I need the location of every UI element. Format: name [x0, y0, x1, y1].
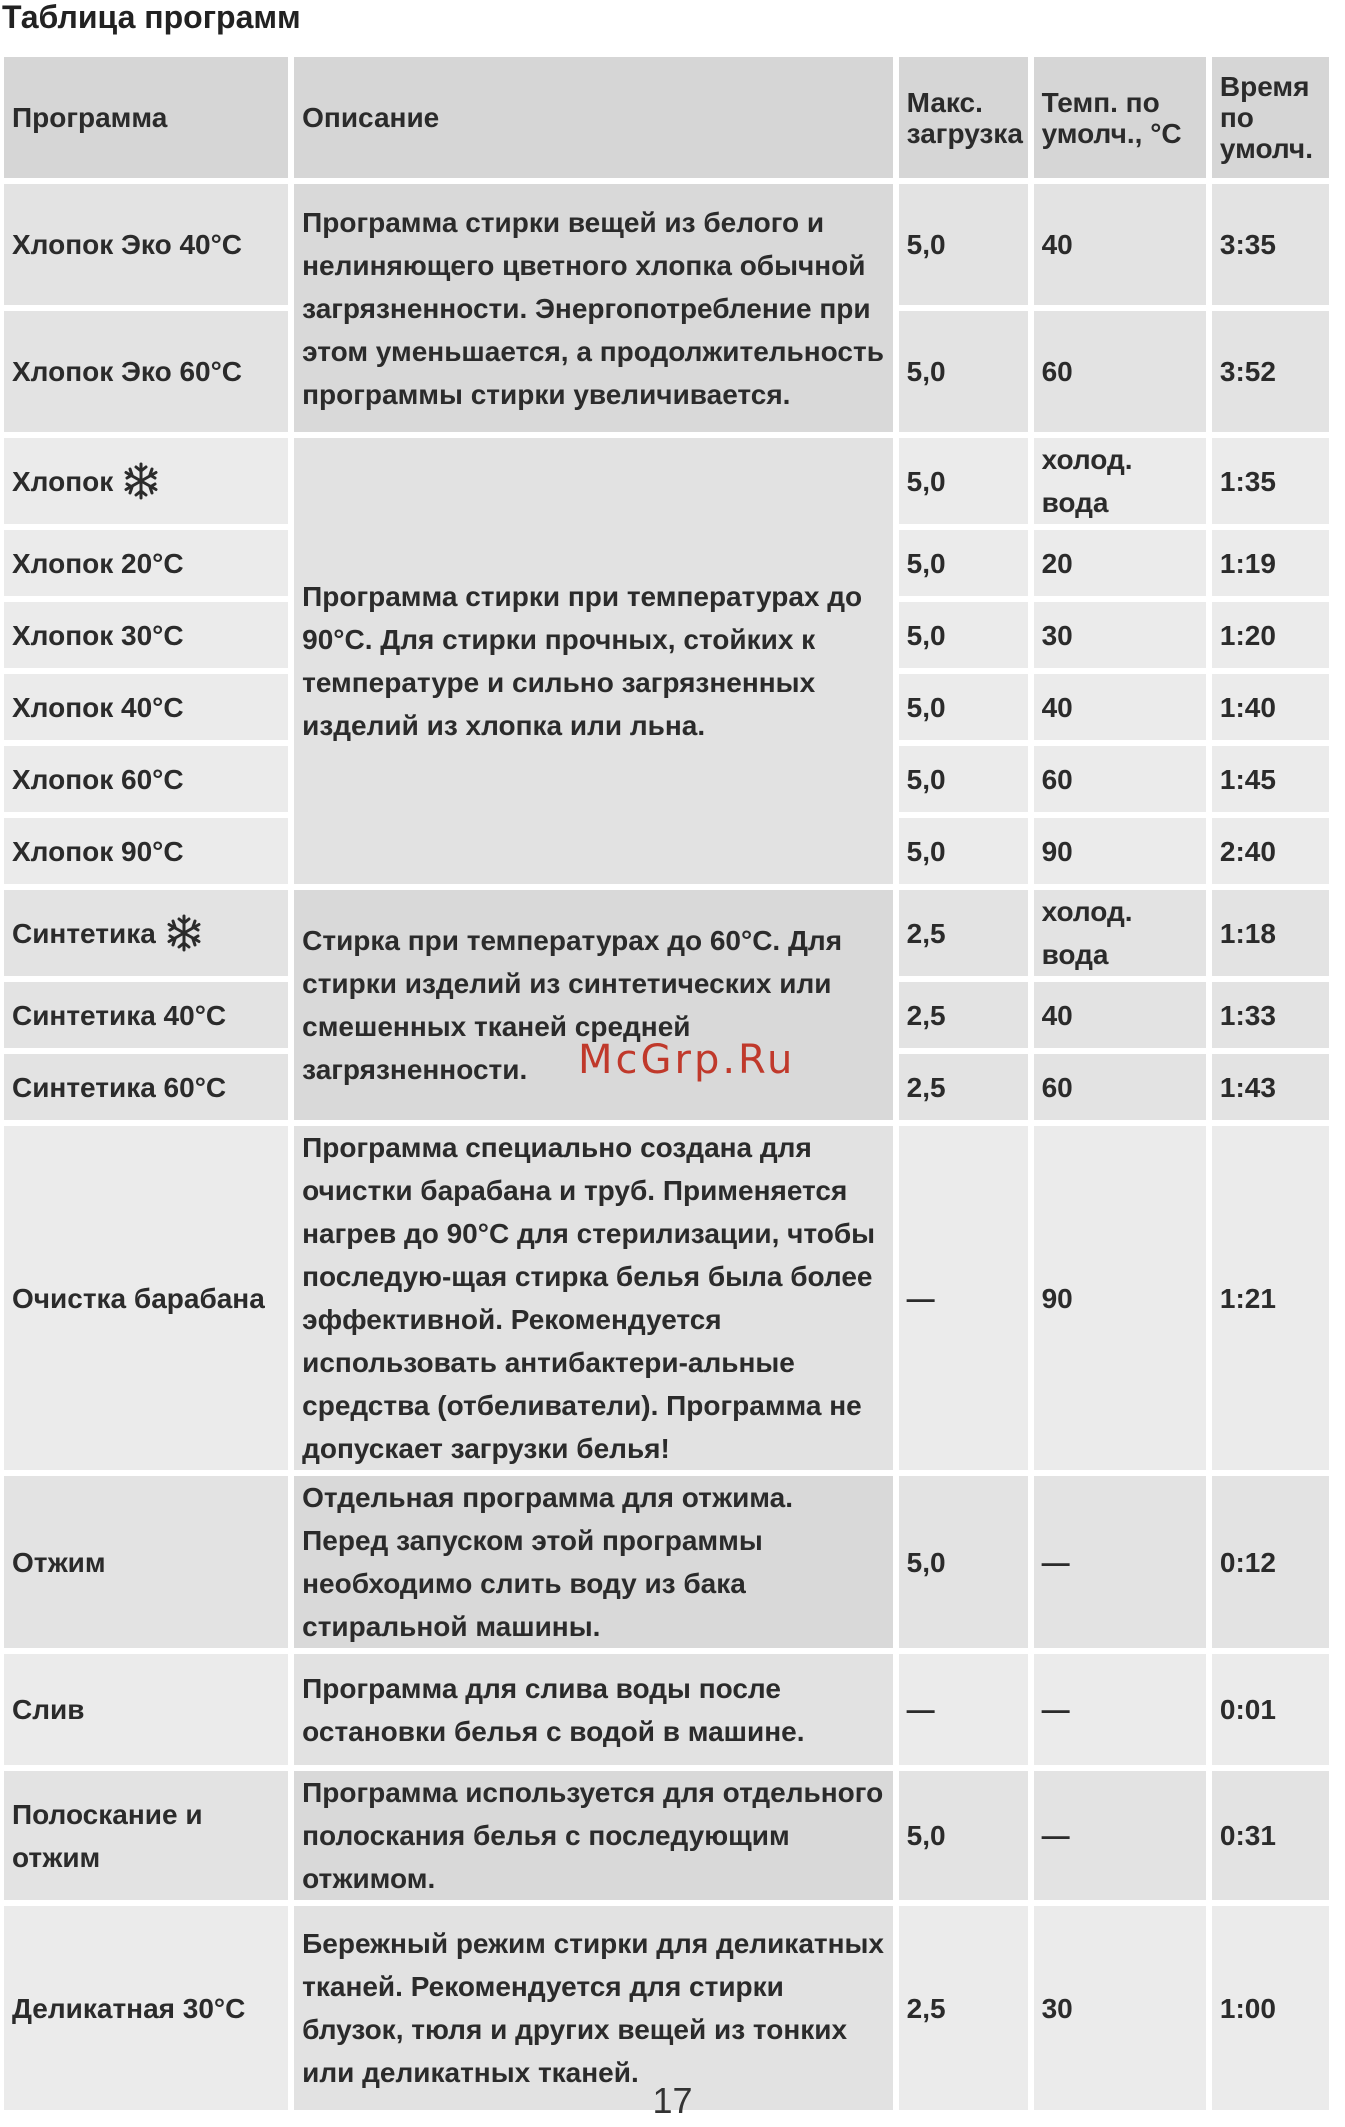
- time-cell: 0:12: [1212, 1476, 1329, 1648]
- table-row: [4, 1126, 1329, 1470]
- header-program: Программа: [4, 57, 288, 178]
- load-cell: 2,5: [899, 890, 1028, 976]
- snowflake-icon: [164, 913, 204, 953]
- load-cell: 5,0: [899, 530, 1028, 596]
- program-name: Хлопок Эко 60°С: [12, 356, 243, 387]
- temp-cell: 40: [1034, 982, 1206, 1048]
- program-name-cell: [4, 1054, 288, 1120]
- temp-cell: —: [1034, 1654, 1206, 1765]
- description-cell: Программа для слива воды после остановки белья с водой в машине.: [294, 1654, 893, 1765]
- load-cell: —: [899, 1654, 1028, 1765]
- page-number: 17: [652, 2080, 693, 2121]
- temp-cell: холод. вода: [1034, 438, 1206, 524]
- time-cell: 1:20: [1212, 602, 1329, 668]
- table-row: [4, 438, 1329, 524]
- time-cell: 0:31: [1212, 1771, 1329, 1900]
- load-cell: 5,0: [899, 818, 1028, 884]
- program-name-cell: [4, 818, 288, 884]
- header-temp: Темп. по умолч., °С: [1034, 57, 1206, 178]
- load-cell: 5,0: [899, 746, 1028, 812]
- program-name: Хлопок: [12, 465, 114, 497]
- program-name-cell: [4, 674, 288, 740]
- program-name: Хлопок 90°С: [12, 835, 184, 867]
- temp-cell: 60: [1034, 311, 1206, 432]
- load-cell: 5,0: [899, 184, 1028, 305]
- page-title: Таблица программ: [2, 0, 301, 35]
- program-name: Полоскание и отжим: [12, 1798, 203, 1873]
- description-cell: Отдельная программа для отжима. Перед запуском этой программы необходимо слить воду из бака стиральной машины.: [294, 1476, 893, 1648]
- time-cell: 3:52: [1212, 311, 1329, 432]
- temp-cell: 20: [1034, 530, 1206, 596]
- temp-cell: 40: [1034, 674, 1206, 740]
- load-cell: 5,0: [899, 674, 1028, 740]
- time-cell: 1:40: [1212, 674, 1329, 740]
- time-cell: 1:43: [1212, 1054, 1329, 1120]
- time-cell: 2:40: [1212, 818, 1329, 884]
- load-cell: 5,0: [899, 1476, 1028, 1648]
- load-cell: 2,5: [899, 1906, 1028, 2110]
- program-name: Синтетика: [12, 917, 156, 949]
- load-cell: 5,0: [899, 602, 1028, 668]
- header-description: Описание: [294, 57, 893, 178]
- time-cell: 3:35: [1212, 184, 1329, 305]
- load-cell: —: [899, 1126, 1028, 1470]
- program-name: Синтетика 60°С: [12, 1071, 227, 1103]
- temp-cell: 30: [1034, 1906, 1206, 2110]
- program-table: [0, 51, 1335, 2116]
- description-cell: Стирка при температурах до 60°С. Для стирки изделий из синтетических или смешенных тканей средней загрязненности.: [294, 890, 893, 1120]
- watermark: McGrp.Ru: [578, 1037, 796, 1083]
- header-time: Время по умолч.: [1212, 57, 1329, 178]
- temp-cell: —: [1034, 1771, 1206, 1900]
- header-load: Макс. загрузка: [899, 57, 1028, 178]
- program-name-cell: [4, 890, 288, 976]
- load-cell: 2,5: [899, 982, 1028, 1048]
- load-cell: 5,0: [899, 311, 1028, 432]
- temp-cell: 60: [1034, 746, 1206, 812]
- time-cell: 1:33: [1212, 982, 1329, 1048]
- program-name: Очистка барабана: [12, 1282, 265, 1314]
- table-row: [4, 890, 1329, 976]
- program-name: Хлопок 30°С: [12, 619, 184, 651]
- temp-cell: —: [1034, 1476, 1206, 1648]
- program-name-cell: [4, 746, 288, 812]
- program-name: Хлопок 20°С: [12, 547, 184, 579]
- table-body: [4, 184, 1329, 2110]
- table-row: [4, 1654, 1329, 1765]
- description-cell: Бережный режим стирки для деликатных тканей. Рекомендуется для стирки блузок, тюля и других вещей из тонких или деликатных тканей.: [294, 1906, 893, 2110]
- program-name: Деликатная 30°С: [12, 1992, 246, 2024]
- temp-cell: 60: [1034, 1054, 1206, 1120]
- program-name: Хлопок Эко 40°С: [12, 229, 243, 260]
- time-cell: 0:01: [1212, 1654, 1329, 1765]
- program-name-cell: [4, 438, 288, 524]
- temp-cell: 90: [1034, 818, 1206, 884]
- program-name: Отжим: [12, 1546, 106, 1578]
- snowflake-icon: [121, 461, 161, 501]
- load-cell: 2,5: [899, 1054, 1028, 1120]
- program-name-cell: [4, 184, 288, 305]
- time-cell: 1:00: [1212, 1906, 1329, 2110]
- description-cell: Программа стирки при температурах до 90°С. Для стирки прочных, стойких к температуре и сильно загрязненных изделий из хлопка или льна.: [294, 438, 893, 884]
- description-cell: Программа стирки вещей из белого и нелиняющего цветного хлопка обычной загрязненности. Энергопотребление при этом уменьшается, а продолжительность программы стирки увеличивается.: [294, 184, 893, 432]
- table-row: [4, 1771, 1329, 1900]
- program-name: Хлопок 40°С: [12, 691, 184, 723]
- load-cell: 5,0: [899, 438, 1028, 524]
- program-name: Хлопок 60°С: [12, 763, 184, 795]
- temp-cell: 30: [1034, 602, 1206, 668]
- time-cell: 1:45: [1212, 746, 1329, 812]
- time-cell: 1:18: [1212, 890, 1329, 976]
- program-name: Слив: [12, 1694, 85, 1725]
- time-cell: 1:19: [1212, 530, 1329, 596]
- temp-cell: холод. вода: [1034, 890, 1206, 976]
- description-cell: Программа используется для отдельного полоскания белья с последующим отжимом.: [294, 1771, 893, 1900]
- time-cell: 1:21: [1212, 1126, 1329, 1470]
- temp-cell: 90: [1034, 1126, 1206, 1470]
- program-name-cell: [4, 1126, 288, 1470]
- description-cell: Программа специально создана для очистки барабана и труб. Применяется нагрев до 90°С для стерилизации, чтобы последую-щая стирка белья была более эффективной. Рекомендуется использовать антибактери-альные средства (отбеливатели). Программа не допускает загрузки белья!: [294, 1126, 893, 1470]
- table-row: [4, 1476, 1329, 1648]
- program-name-cell: [4, 1654, 288, 1765]
- program-name-cell: [4, 602, 288, 668]
- temp-cell: 40: [1034, 184, 1206, 305]
- program-name-cell: [4, 1771, 288, 1900]
- program-name-cell: [4, 311, 288, 432]
- time-cell: 1:35: [1212, 438, 1329, 524]
- program-name-cell: [4, 530, 288, 596]
- load-cell: 5,0: [899, 1771, 1028, 1900]
- table-row: [4, 184, 1329, 305]
- program-name-cell: [4, 982, 288, 1048]
- program-name-cell: [4, 1476, 288, 1648]
- program-name: Синтетика 40°С: [12, 999, 227, 1031]
